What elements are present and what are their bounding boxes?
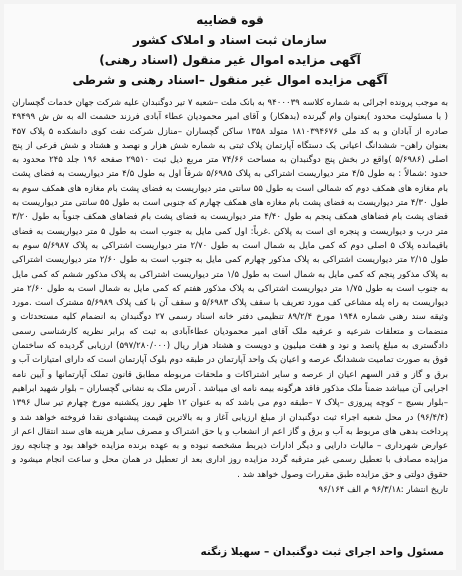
header-organization: سازمان ثبت اسناد و املاک کشور <box>133 33 327 47</box>
header-judiciary: قوه قضاییه <box>196 13 264 27</box>
auction-notice <box>4 4 456 570</box>
notice-headers <box>12 10 448 90</box>
notice-body: به موجب پرونده اجرائی به شماره کلاسه ۹۴۰۰۰۳۹ به بانک ملت –شعبه ۷ تیر دوگنبدان علیه شرکت جهان خدمات گچساران ( با مسئولیت محدود )بعنوان وام گیرنده (بدهکار) و آقای امیر محمودیان عطاء آبادی فرزند حشمت اله به ش ش ۴۹۴۹۹ صادره از آبادان و به کد ملی ۱۸۱۰۳۹۴۶۷۶ متولد ۱۳۵۸ ساکن گچساران –منازل شرکت نفت کوی دانشکده ۵ پلاک ۴۵۷ بعنوان راهن– ششدانگ اعیانی یک دستگاه آپارتمان پلاک ثبتی به شماره شش هزار و نهصد و هشتاد و شش فرعی از پنج اصلی (۵/۶۹۸۶ )واقع در بخش پنج دوگنبدان به مساحت ۷۴/۶۶ متر مربع ذیل ثبت ۲۹۵۱۰ صفحه ۱۹۶ جلد ۲۴۵ محدود به حدود :شمالاً : به طول ۴/۵ متر دیواریست اشتراکی به پلاک ۵/۶۹۸۵ شرقاً اول به طول ۴/۵ متر دیواریست به فضای پشت بام مغازه های همکف دوم که شمالی است به طول ۵۵ سانتی متر دیواریست به فضای پشت بام مغازه های همکف سوم به طول ۴/۳۰ متر دیواریست به فضای پشت بام مغازه های همکف چهارم که جنوبی است به طول ۵۵ سانتی متر دیواریست به فضای پشت بام فضاهای همکف پنجم به طول ۴/۴۰ متر دیواریست به فضای پشت بام فضاهای همکف جنوباً به طول ۳/۲۰ متر درب و دیواریست و پنجره ای است به پلاکن .غرباً: اول کمی مایل به جنوب است به طول ۵ متر دیواریست به فضای باقیمانده پلاک ۵ اصلی دوم که کمی مایل به شمال است به طول ۲/۷۰ متر دیواریست اشتراکی به پلاک ۵/۶۹۸۷ سوم به طول ۲/۱۵ متر دیواریست اشتراکی به پلاک مذکور چهارم کمی مایل به جنوب است به طول ۲/۶۰ متر دیواریست اشتراکی به پلاک مذکور پنجم که کمی مایل به شمال است به طول ۱/۵ متر دیواریست اشتراکی به پلاک مذکور ششم که کمی مایل به جنوب است به طول ۱/۷۵ متر دیواریست اشتراکی به پلاک مذکور هفتم که کمی مایل به شمال است به طول ۲/۶۰ متر دیواریست به راه پله مشاعی کف مورد تعریف با سقف پلاک ۵/۶۹۸۳ و سقف آن با کف پلاک ۵/۶۹۸۹ مشترک است .مورد وثیقه سند رهنی شماره ۱۹۴۸ مورخ ۸۹/۲/۴ تنظیمی دفتر خانه اسناد رسمی ۲۷ دوگنبدان به انضمام کلیه مستحدثات و منضمات و متعلقات شرعیه و عرفیه ملک آقای امیر محمودیان عطاءآبادی به ثبت که برابر نظریه کارشناسی رسمی دادگستری به مبلغ پانصد و نود و هفت میلیون و دویست و هشتاد هزار ریال (۵۹۷/۲۸۰/۰۰۰) ارزیابی گردیده که ساختمان فوق به صورت تمامیت ششدانگ عرصه و اعیان یک واحد آپارتمان در طبقه دوم بلوک آپارتمان است که دارای امتیازات آب و برق و گاز و قدر السهم اعیان از عرصه و سایر اشتراکات و ملحقات مربوطه مطابق قانون تملک آپارتمانها و آیین نامه اجرایی آن میباشد ضمناً ملک مذکور فاقد هرگونه بیمه نامه ای میباشد . آدرس ملک به نشانی گچساران – بلوار شهید ابراهیم –بلوار بسیج – کوچه پیروزی –پلاک ۷ –طبقه دوم می باشد که به عنوان ۱۲ ظهر روز یکشنبه مورخ چهارم تیر سال ۱۳۹۶ (۹۶/۴/۴) در محل شعبه اجراء ثبت دوگنبدان از مبلغ ارزیابی آغاز و به بالاترین قیمت پیشنهادی نقدا فروخته خواهد شد و پرداخت بدهی های مربوط به آب و برق و گاز اعم از انشعاب و یا حق اشتراک و مصرف سایر هزینه های سند انتقال اعم از عوارض شهرداری – مالیات دارایی و دیگر ادارات ذیربط مشخصه نبوده و به عهده برنده مزایده خواهد بود و چنانچه روز مزایده مصادف با تعطیل رسمی غیر مترقبه گردد مزایده روز اداری بعد از تعطیل در همان محل و ساعت انجام میشود و حقوق دولتی و حق مزایده طبق مقررات وصول خواهد شد . <box>12 98 449 480</box>
header-auction-title: آگهی مزایده اموال غیر منقول (اسناد رهنی) <box>99 53 361 67</box>
signature-line: مسئول واحد اجرای ثبت دوگنبدان – سهیلا زنگنه <box>200 546 444 558</box>
publish-date: تاریخ انتشار :۹۶/۳/۱۸ م الف ۹۶/۱۶۴ <box>318 485 448 496</box>
header-auction-subtitle: آگهی مزایده اموال غیر منقول –اسناد رهنی و شرطی <box>72 73 388 87</box>
